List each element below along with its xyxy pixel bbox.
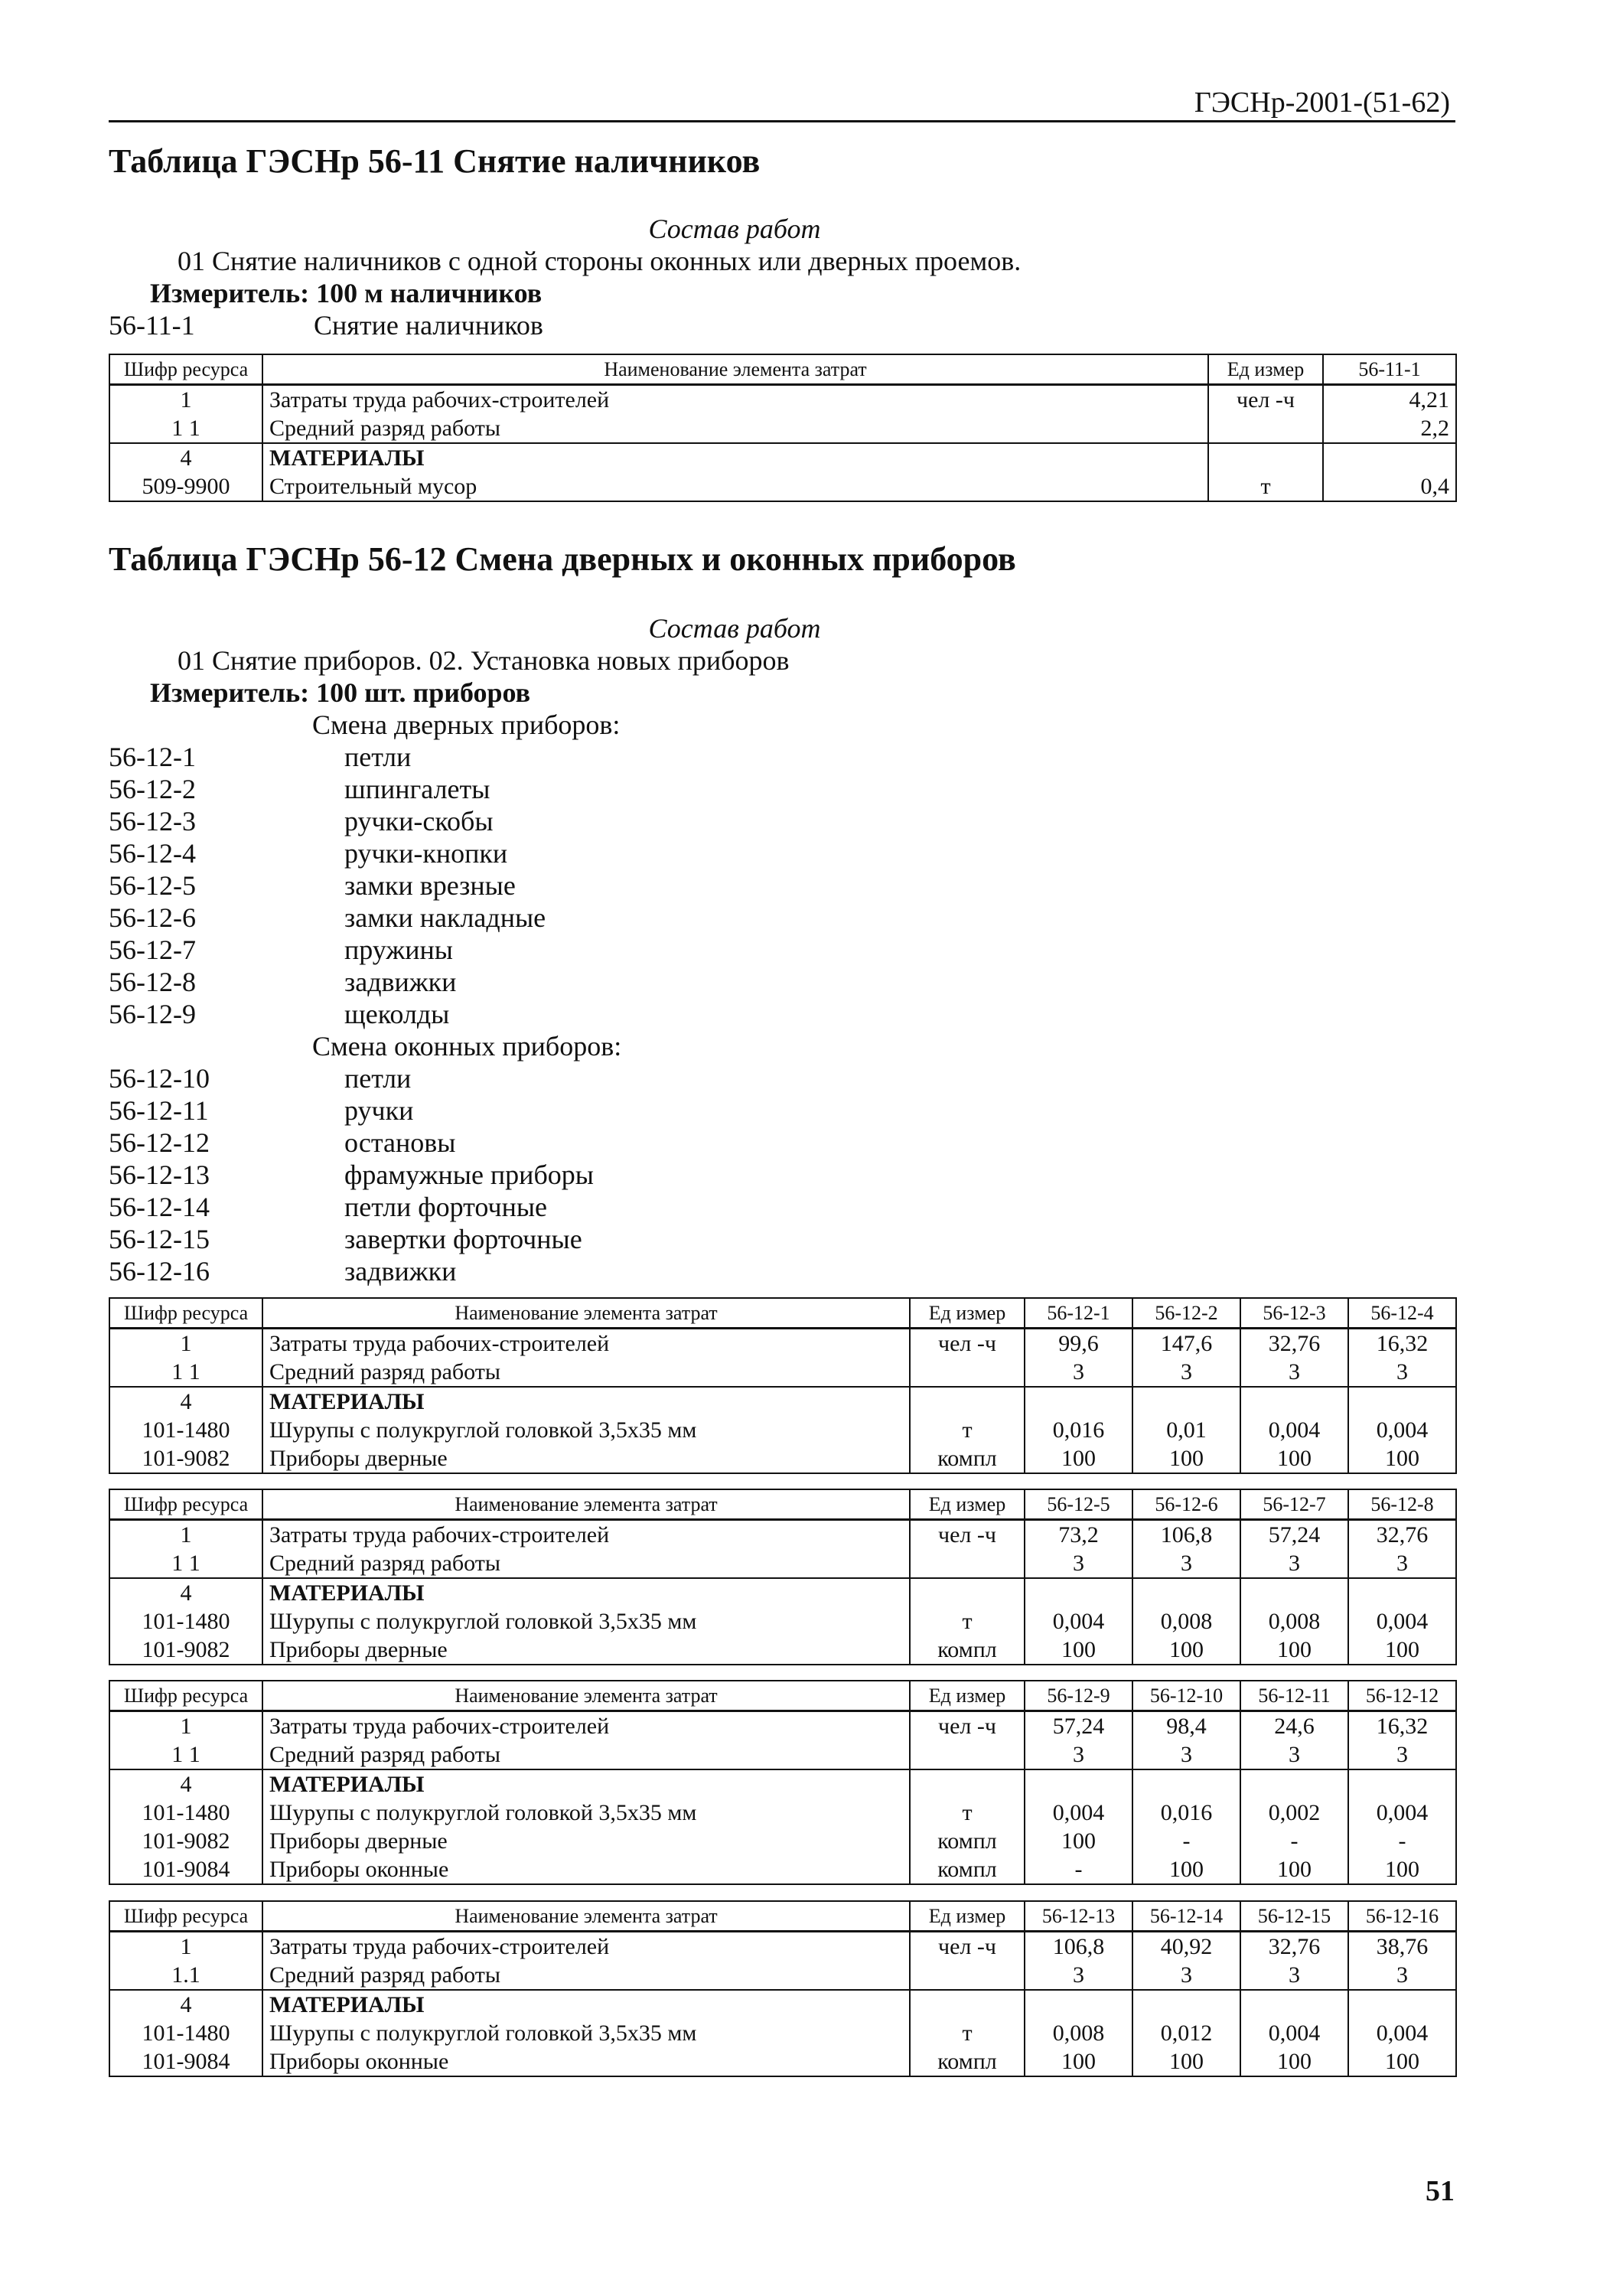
col-header-unit: Ед измер [1208,354,1323,385]
cell-value: 57,24 [1240,1520,1348,1550]
item-name: пружины [344,934,453,965]
cell-unit [910,1990,1025,2019]
cell-name: Затраты труда рабочих-строителей [262,385,1208,415]
col-header-value: 56-12-15 [1240,1901,1348,1932]
table-row [109,1711,1456,1741]
cell-value: 4,21 [1323,385,1456,415]
col-header-value: 56-12-11 [1240,1681,1348,1711]
cell-value [1025,1769,1132,1799]
item-code: 56-12-8 [109,967,196,997]
cell-value [1240,1990,1348,2019]
item-name: Снятие наличников [314,310,543,341]
item-code: 56-12-2 [109,774,196,804]
cell-unit: чел -ч [910,1520,1025,1550]
cell-name: Приборы дверные [262,1827,910,1855]
item-name: задвижки [344,1256,457,1287]
cell-name: Затраты труда рабочих-строителей [262,1932,910,1962]
table-row [109,1607,1456,1636]
cell-value: - [1348,1827,1456,1855]
item-name: петли [344,1063,412,1094]
cell-value: 3 [1025,1961,1132,1990]
cell-value: 32,76 [1240,1329,1348,1358]
col-header-code: Шифр ресурса [109,1298,262,1329]
cell-name: Приборы дверные [262,1444,910,1473]
cell-name: Средний разряд работы [262,1358,910,1387]
cell-code: 509-9900 [109,472,262,501]
col-header-name: Наименование элемента затрат [262,1489,910,1520]
cell-code: 101-9084 [109,2047,262,2076]
cell-value: - [1132,1827,1240,1855]
col-header-value: 56-11-1 [1323,354,1456,385]
cell-value: 16,32 [1348,1711,1456,1741]
cell-unit [910,1549,1025,1578]
item-code: 56-12-14 [109,1192,210,1222]
cell-value [1240,1769,1348,1799]
cell-value [1132,1990,1240,2019]
item-code: 56-12-4 [109,838,196,869]
table-row [109,414,1456,443]
table-row [109,1769,1456,1799]
table-row [109,1520,1456,1550]
cell-code: 4 [109,443,262,472]
col-header-name: Наименование элемента затрат [262,1901,910,1932]
resource-table-56-12-13-16 [109,1900,1457,2077]
cell-unit: чел -ч [910,1711,1025,1741]
table-row [109,385,1456,415]
cell-value: 3 [1348,1740,1456,1769]
table-row [109,443,1456,472]
cell-value: 0,004 [1348,1416,1456,1444]
col-header-unit: Ед измер [910,1489,1025,1520]
cell-unit [910,1387,1025,1416]
cell-value: 57,24 [1025,1711,1132,1741]
table-header-row [109,354,1456,385]
cell-code: 1 1 [109,414,262,443]
item-name: фрамужные приборы [344,1159,594,1190]
cell-value: 100 [1025,1444,1132,1473]
cell-value: 0,008 [1025,2019,1132,2047]
cell-value [1348,1990,1456,2019]
cell-value: 3 [1348,1358,1456,1387]
cell-name: Средний разряд работы [262,1961,910,1990]
cell-unit: компл [910,2047,1025,2076]
col-header-unit: Ед измер [910,1298,1025,1329]
cell-value: 32,76 [1240,1932,1348,1962]
cell-value: 32,76 [1348,1520,1456,1550]
table-row [109,1932,1456,1962]
item-code: 56-12-16 [109,1256,210,1287]
table-row [109,1444,1456,1473]
cell-value: 24,6 [1240,1711,1348,1741]
cell-value: 100 [1348,2047,1456,2076]
cell-value: 40,92 [1132,1932,1240,1962]
cell-value: 0,002 [1240,1799,1348,1827]
col-header-unit: Ед измер [910,1901,1025,1932]
cell-name: Средний разряд работы [262,1549,910,1578]
item-name: задвижки [344,967,457,997]
cell-name: Средний разряд работы [262,414,1208,443]
cell-value: 3 [1132,1740,1240,1769]
table-row [109,1799,1456,1827]
item-name: замки врезные [344,870,516,901]
cell-value: 0,004 [1348,1607,1456,1636]
item-name: петли [344,742,412,772]
cell-value: 3 [1240,1961,1348,1990]
cell-code: 101-9082 [109,1636,262,1665]
cell-value: 0,016 [1025,1416,1132,1444]
table-row [109,1329,1456,1358]
col-header-code: Шифр ресурса [109,1901,262,1932]
item-code: 56-12-9 [109,999,196,1029]
cell-unit: чел -ч [910,1329,1025,1358]
cell-code: 101-1480 [109,1799,262,1827]
cell-value: 0,004 [1240,1416,1348,1444]
item-code: 56-12-11 [109,1095,209,1126]
cell-unit [910,1961,1025,1990]
item-code: 56-12-6 [109,902,196,933]
cell-value: 3 [1348,1961,1456,1990]
cell-value: 100 [1348,1636,1456,1665]
cell-value [1240,1578,1348,1607]
col-header-value: 56-12-1 [1025,1298,1132,1329]
cell-value: 100 [1025,1636,1132,1665]
cell-value [1240,1387,1348,1416]
cell-code: 101-9084 [109,1855,262,1884]
cell-value: 0,008 [1240,1607,1348,1636]
cell-code: 1.1 [109,1961,262,1990]
cell-name: Приборы дверные [262,1636,910,1665]
cell-name: МАТЕРИАЛЫ [262,1578,910,1607]
resource-table-56-12-9-12 [109,1680,1457,1885]
col-header-value: 56-12-3 [1240,1298,1348,1329]
document-code: ГЭСНр-2001-(51-62) [1194,86,1450,119]
cell-value: 3 [1240,1358,1348,1387]
col-header-value: 56-12-12 [1348,1681,1456,1711]
col-header-value: 56-12-9 [1025,1681,1132,1711]
table-row [109,2047,1456,2076]
cell-unit: чел -ч [910,1932,1025,1962]
cell-value: 3 [1348,1549,1456,1578]
table-row [109,2019,1456,2047]
cell-value [1348,1387,1456,1416]
cell-value [1132,1769,1240,1799]
table-header-row [109,1901,1456,1932]
cell-name: Затраты труда рабочих-строителей [262,1520,910,1550]
table-row [109,1855,1456,1884]
table-row [109,1549,1456,1578]
cell-code: 101-1480 [109,1607,262,1636]
cell-value: 100 [1132,1636,1240,1665]
cell-name: Приборы оконные [262,1855,910,1884]
cell-value [1025,1578,1132,1607]
item-name: щеколды [344,999,450,1029]
cell-unit: т [910,1607,1025,1636]
cell-value [1132,1387,1240,1416]
cell-value: 0,008 [1132,1607,1240,1636]
cell-name: МАТЕРИАЛЫ [262,1990,910,2019]
cell-value: 0,004 [1348,1799,1456,1827]
cell-unit: компл [910,1636,1025,1665]
cell-value: 98,4 [1132,1711,1240,1741]
table-row [109,1740,1456,1769]
resource-table-56-11 [109,354,1457,502]
cell-unit: т [910,1416,1025,1444]
work-composition-heading: Состав работ [648,613,821,644]
cell-value: 16,32 [1348,1329,1456,1358]
cell-value [1132,1578,1240,1607]
item-name: ручки-скобы [344,806,494,837]
measure-unit: Измеритель: 100 шт. приборов [150,677,531,708]
table-row [109,1416,1456,1444]
cell-code: 101-9082 [109,1827,262,1855]
cell-unit [910,1358,1025,1387]
work-description: 01 Снятие наличников с одной стороны оконных или дверных проемов. [178,246,1022,276]
cell-value: 100 [1240,1636,1348,1665]
item-code: 56-12-5 [109,870,196,901]
col-header-unit: Ед измер [910,1681,1025,1711]
item-name: замки накладные [344,902,546,933]
cell-value: 100 [1132,1855,1240,1884]
item-name: петли форточные [344,1192,548,1222]
cell-unit [910,1578,1025,1607]
cell-value: 100 [1025,1827,1132,1855]
cell-code: 1 [109,1520,262,1550]
col-header-value: 56-12-4 [1348,1298,1456,1329]
col-header-code: Шифр ресурса [109,354,262,385]
door-devices-heading: Смена дверных приборов: [312,709,621,740]
resource-table-56-12-5-8 [109,1489,1457,1665]
col-header-name: Наименование элемента затрат [262,1681,910,1711]
table-56-12-title: Таблица ГЭСНр 56-12 Смена дверных и оконных приборов [109,540,1016,578]
table-row [109,1827,1456,1855]
cell-code: 1 1 [109,1358,262,1387]
item-name: ручки-кнопки [344,838,508,869]
col-header-value: 56-12-2 [1132,1298,1240,1329]
cell-name: Шурупы с полукруглой головкой 3,5x35 мм [262,1416,910,1444]
cell-name: Затраты труда рабочих-строителей [262,1329,910,1358]
table-header-row [109,1489,1456,1520]
cell-name: Строительный мусор [262,472,1208,501]
cell-value: 99,6 [1025,1329,1132,1358]
item-code: 56-12-7 [109,934,196,965]
cell-value: - [1025,1855,1132,1884]
col-header-name: Наименование элемента затрат [262,354,1208,385]
cell-unit [910,1769,1025,1799]
cell-value: 3 [1132,1961,1240,1990]
table-row [109,1387,1456,1416]
cell-value: 0,004 [1025,1799,1132,1827]
page-number: 51 [1426,2175,1455,2207]
cell-unit [910,1740,1025,1769]
cell-code: 1 [109,385,262,415]
cell-name: Затраты труда рабочих-строителей [262,1711,910,1741]
cell-value: 100 [1132,2047,1240,2076]
work-composition-heading: Состав работ [648,214,821,244]
cell-code: 1 1 [109,1549,262,1578]
table-row [109,1990,1456,2019]
table-row [109,472,1456,501]
cell-name: Шурупы с полукруглой головкой 3,5x35 мм [262,1607,910,1636]
cell-value: 147,6 [1132,1329,1240,1358]
cell-value: 0,004 [1348,2019,1456,2047]
cell-name: Средний разряд работы [262,1740,910,1769]
col-header-value: 56-12-5 [1025,1489,1132,1520]
item-name: остановы [344,1127,456,1158]
item-code: 56-12-13 [109,1159,210,1190]
item-code: 56-11-1 [109,310,195,341]
item-code: 56-12-12 [109,1127,210,1158]
cell-code: 4 [109,1769,262,1799]
measure-unit: Измеритель: 100 м наличников [150,278,543,308]
cell-value: 0,004 [1240,2019,1348,2047]
window-devices-heading: Смена оконных приборов: [312,1031,622,1062]
cell-unit: компл [910,1827,1025,1855]
cell-value: 100 [1025,2047,1132,2076]
cell-value [1348,1578,1456,1607]
cell-code: 1 1 [109,1740,262,1769]
cell-value [1025,1990,1132,2019]
cell-code: 1 [109,1329,262,1358]
cell-code: 101-1480 [109,2019,262,2047]
col-header-value: 56-12-13 [1025,1901,1132,1932]
cell-value: 106,8 [1132,1520,1240,1550]
cell-value: 3 [1240,1740,1348,1769]
col-header-value: 56-12-7 [1240,1489,1348,1520]
table-header-row [109,1298,1456,1329]
col-header-name: Наименование элемента затрат [262,1298,910,1329]
header-rule [109,120,1455,122]
table-row [109,1578,1456,1607]
cell-name: Шурупы с полукруглой головкой 3,5x35 мм [262,2019,910,2047]
cell-value: 100 [1240,2047,1348,2076]
cell-value: 100 [1132,1444,1240,1473]
cell-value: 0,01 [1132,1416,1240,1444]
cell-value: 3 [1025,1358,1132,1387]
cell-name: Приборы оконные [262,2047,910,2076]
item-code: 56-12-1 [109,742,196,772]
cell-value: 3 [1025,1740,1132,1769]
cell-value: 3 [1025,1549,1132,1578]
cell-value: 0,012 [1132,2019,1240,2047]
cell-unit: компл [910,1855,1025,1884]
cell-value: 0,4 [1323,472,1456,501]
cell-unit: т [910,2019,1025,2047]
cell-code: 101-9082 [109,1444,262,1473]
cell-name: МАТЕРИАЛЫ [262,1387,910,1416]
item-name: завертки форточные [344,1224,582,1254]
cell-name: МАТЕРИАЛЫ [262,443,1208,472]
item-code: 56-12-3 [109,806,196,837]
cell-code: 4 [109,1990,262,2019]
cell-value: 3 [1240,1549,1348,1578]
cell-value: 106,8 [1025,1932,1132,1962]
table-row [109,1636,1456,1665]
cell-unit: т [1208,472,1323,501]
col-header-value: 56-12-8 [1348,1489,1456,1520]
col-header-code: Шифр ресурса [109,1489,262,1520]
table-row [109,1358,1456,1387]
cell-code: 4 [109,1578,262,1607]
item-code: 56-12-10 [109,1063,210,1094]
cell-value: 73,2 [1025,1520,1132,1550]
cell-unit [1208,443,1323,472]
cell-value: 3 [1132,1549,1240,1578]
item-name: шпингалеты [344,774,490,804]
cell-code: 101-1480 [109,1416,262,1444]
cell-value: - [1240,1827,1348,1855]
cell-value: 100 [1348,1855,1456,1884]
cell-code: 1 [109,1932,262,1962]
table-row [109,1961,1456,1990]
cell-value: 2,2 [1323,414,1456,443]
cell-unit: т [910,1799,1025,1827]
col-header-code: Шифр ресурса [109,1681,262,1711]
cell-value [1348,1769,1456,1799]
cell-value: 0,016 [1132,1799,1240,1827]
cell-value: 3 [1132,1358,1240,1387]
cell-value: 38,76 [1348,1932,1456,1962]
table-56-11-title: Таблица ГЭСНр 56-11 Снятие наличников [109,142,761,180]
cell-value: 0,004 [1025,1607,1132,1636]
cell-code: 4 [109,1387,262,1416]
cell-value [1025,1387,1132,1416]
cell-value [1323,443,1456,472]
col-header-value: 56-12-14 [1132,1901,1240,1932]
cell-unit: чел -ч [1208,385,1323,415]
cell-value: 100 [1240,1444,1348,1473]
cell-name: МАТЕРИАЛЫ [262,1769,910,1799]
col-header-value: 56-12-6 [1132,1489,1240,1520]
item-name: ручки [344,1095,414,1126]
cell-name: Шурупы с полукруглой головкой 3,5x35 мм [262,1799,910,1827]
item-code: 56-12-15 [109,1224,210,1254]
cell-value: 100 [1240,1855,1348,1884]
cell-code: 1 [109,1711,262,1741]
col-header-value: 56-12-16 [1348,1901,1456,1932]
cell-value: 100 [1348,1444,1456,1473]
col-header-value: 56-12-10 [1132,1681,1240,1711]
resource-table-56-12-1-4 [109,1297,1457,1474]
work-description: 01 Снятие приборов. 02. Установка новых приборов [178,645,790,676]
table-header-row [109,1681,1456,1711]
cell-unit [1208,414,1323,443]
cell-unit: компл [910,1444,1025,1473]
